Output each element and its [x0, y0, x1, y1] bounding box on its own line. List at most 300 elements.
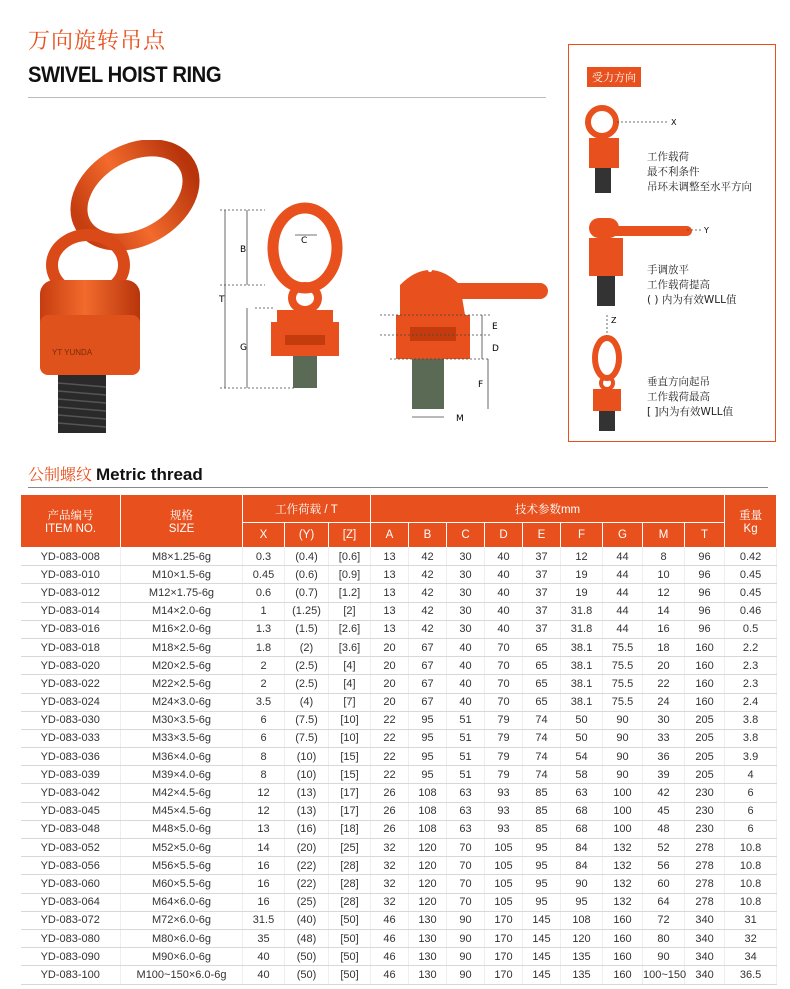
table-cell: 95 — [409, 748, 447, 766]
table-cell: 100~150 — [643, 966, 685, 984]
col-size-en: SIZE — [168, 523, 195, 535]
table-cell: [50] — [329, 929, 371, 947]
table-cell: [28] — [329, 893, 371, 911]
table-cell: 30 — [447, 620, 485, 638]
table-cell: 132 — [603, 893, 643, 911]
table-cell: 160 — [685, 693, 725, 711]
table-cell: 85 — [523, 802, 561, 820]
table-cell: YD-083-060 — [21, 875, 121, 893]
table-cell: 12 — [643, 584, 685, 602]
table-cell: 85 — [523, 820, 561, 838]
table-cell: 26 — [371, 820, 409, 838]
table-cell: (1.5) — [285, 620, 329, 638]
table-cell: 51 — [447, 748, 485, 766]
table-cell: 44 — [603, 584, 643, 602]
table-cell: 44 — [603, 602, 643, 620]
table-cell: 40 — [243, 948, 285, 966]
table-cell: 75.5 — [603, 693, 643, 711]
table-cell: 108 — [409, 802, 447, 820]
table-cell: (2.5) — [285, 657, 329, 675]
table-cell: (22) — [285, 857, 329, 875]
table-cell: (7.5) — [285, 711, 329, 729]
table-cell: 105 — [485, 857, 523, 875]
table-cell: 0.46 — [725, 602, 777, 620]
table-cell: 32 — [371, 839, 409, 857]
table-cell: 16 — [243, 875, 285, 893]
table-cell: 67 — [409, 657, 447, 675]
table-cell: (4) — [285, 693, 329, 711]
table-cell: 45 — [643, 802, 685, 820]
col-weight-en: Kg — [743, 523, 758, 535]
table-cell: 37 — [523, 548, 561, 566]
table-cell: 44 — [603, 566, 643, 584]
table-cell: 8 — [243, 766, 285, 784]
table-cell: 278 — [685, 839, 725, 857]
table-row — [21, 929, 777, 947]
table-row — [21, 839, 777, 857]
table-cell: [17] — [329, 802, 371, 820]
table-cell: 70 — [485, 693, 523, 711]
table-cell: 170 — [485, 948, 523, 966]
table-cell: YD-083-018 — [21, 638, 121, 656]
metric-title-en: Metric thread — [96, 465, 203, 484]
table-cell: YD-083-052 — [21, 839, 121, 857]
table-cell: 40 — [447, 675, 485, 693]
table-cell: 135 — [561, 966, 603, 984]
table-cell: YD-083-080 — [21, 929, 121, 947]
table-cell: 2.3 — [725, 675, 777, 693]
table-cell: 42 — [643, 784, 685, 802]
table-cell: 135 — [561, 948, 603, 966]
table-cell: 96 — [685, 584, 725, 602]
table-cell: (13) — [285, 802, 329, 820]
table-cell: 278 — [685, 875, 725, 893]
table-cell: 22 — [371, 748, 409, 766]
table-cell: (20) — [285, 839, 329, 857]
table-cell: 100 — [603, 820, 643, 838]
table-cell: [2.6] — [329, 620, 371, 638]
table-cell: 0.5 — [725, 620, 777, 638]
table-row — [21, 893, 777, 911]
table-cell: YD-083-033 — [21, 729, 121, 747]
table-cell: 36 — [643, 748, 685, 766]
table-cell: 24 — [643, 693, 685, 711]
table-cell: 75.5 — [603, 638, 643, 656]
spec-table — [20, 494, 777, 985]
table-cell: 170 — [485, 911, 523, 929]
z-text-line: [ ]内为有效WLL值 — [647, 406, 734, 418]
table-cell: M22×2.5-6g — [121, 675, 243, 693]
table-cell: 16 — [643, 620, 685, 638]
page-title-cn: 万向旋转吊点 — [28, 29, 167, 54]
table-cell: 32 — [371, 857, 409, 875]
table-cell: 18 — [643, 638, 685, 656]
dim-label-b: B — [240, 245, 247, 255]
col-item-en: ITEM NO. — [44, 523, 97, 535]
dim-label-t: T — [219, 295, 225, 305]
table-cell: YD-083-024 — [21, 693, 121, 711]
table-row — [21, 820, 777, 838]
table-cell: 130 — [409, 929, 447, 947]
table-cell: 6 — [725, 820, 777, 838]
col-header: D — [485, 523, 523, 548]
table-row — [21, 911, 777, 929]
table-cell: 90 — [643, 948, 685, 966]
product-engraving: YT YUNDA — [52, 348, 93, 357]
table-cell: M24×3.0-6g — [121, 693, 243, 711]
table-cell: 72 — [643, 911, 685, 929]
table-cell: 105 — [485, 893, 523, 911]
load-direction-panel — [568, 44, 776, 442]
table-cell: 145 — [523, 948, 561, 966]
table-row — [21, 784, 777, 802]
table-cell: 32 — [725, 929, 777, 947]
table-cell: 95 — [409, 766, 447, 784]
table-cell: (13) — [285, 784, 329, 802]
col-header: (Y) — [285, 523, 329, 548]
table-cell: 56 — [643, 857, 685, 875]
table-cell: 46 — [371, 948, 409, 966]
table-cell: 108 — [561, 911, 603, 929]
table-cell: 230 — [685, 820, 725, 838]
table-cell: 90 — [561, 875, 603, 893]
table-cell: 160 — [603, 929, 643, 947]
table-row — [21, 966, 777, 984]
table-cell: M80×6.0-6g — [121, 929, 243, 947]
z-direction-image — [577, 313, 637, 433]
table-cell: (1.25) — [285, 602, 329, 620]
table-cell: 44 — [603, 620, 643, 638]
table-cell: 3.8 — [725, 729, 777, 747]
table-cell: YD-083-045 — [21, 802, 121, 820]
table-cell: YD-083-010 — [21, 566, 121, 584]
table-cell: 10.8 — [725, 875, 777, 893]
table-cell: 65 — [523, 675, 561, 693]
table-cell: 205 — [685, 729, 725, 747]
table-cell: 130 — [409, 911, 447, 929]
metric-divider — [28, 487, 768, 488]
table-cell: YD-083-036 — [21, 748, 121, 766]
table-cell: 100 — [603, 784, 643, 802]
table-cell: M90×6.0-6g — [121, 948, 243, 966]
table-cell: 52 — [643, 839, 685, 857]
table-cell: 160 — [685, 675, 725, 693]
table-cell: (2.5) — [285, 675, 329, 693]
table-cell: 20 — [371, 638, 409, 656]
table-cell: 70 — [447, 839, 485, 857]
table-cell: M42×4.5-6g — [121, 784, 243, 802]
dim-label-e: E — [492, 322, 498, 332]
table-cell: 160 — [603, 966, 643, 984]
table-cell: 230 — [685, 802, 725, 820]
dim-label-g: G — [240, 343, 247, 353]
x-text-line: 工作载荷 — [647, 151, 689, 163]
table-cell: 278 — [685, 857, 725, 875]
dim-label-f: F — [478, 380, 484, 390]
table-cell: 46 — [371, 911, 409, 929]
table-cell: 2 — [243, 657, 285, 675]
table-cell: 37 — [523, 566, 561, 584]
table-cell: 51 — [447, 766, 485, 784]
table-cell: M12×1.75-6g — [121, 584, 243, 602]
table-cell: 160 — [603, 948, 643, 966]
table-cell: 80 — [643, 929, 685, 947]
table-cell: YD-083-100 — [21, 966, 121, 984]
table-cell: 20 — [371, 675, 409, 693]
x-text-line: 最不利条件 — [647, 166, 700, 178]
table-cell: 90 — [603, 748, 643, 766]
table-cell: 95 — [523, 839, 561, 857]
col-working-load: 工作荷载 / T — [243, 495, 371, 523]
table-cell: 10.8 — [725, 857, 777, 875]
table-cell: [25] — [329, 839, 371, 857]
table-cell: [10] — [329, 729, 371, 747]
table-cell: 108 — [409, 820, 447, 838]
table-cell: 95 — [409, 711, 447, 729]
col-header: E — [523, 523, 561, 548]
table-cell: 67 — [409, 675, 447, 693]
table-cell: [4] — [329, 657, 371, 675]
table-cell: M45×4.5-6g — [121, 802, 243, 820]
table-cell: 20 — [643, 657, 685, 675]
table-row — [21, 675, 777, 693]
table-cell: 160 — [603, 911, 643, 929]
table-cell: [50] — [329, 948, 371, 966]
table-cell: [17] — [329, 784, 371, 802]
table-cell: 30 — [447, 584, 485, 602]
col-header: [Z] — [329, 523, 371, 548]
table-cell: 30 — [643, 711, 685, 729]
table-cell: 68 — [561, 820, 603, 838]
table-cell: YD-083-048 — [21, 820, 121, 838]
table-cell: (16) — [285, 820, 329, 838]
table-cell: 68 — [561, 802, 603, 820]
table-cell: (0.6) — [285, 566, 329, 584]
table-cell: (50) — [285, 966, 329, 984]
table-cell: M20×2.5-6g — [121, 657, 243, 675]
table-cell: 0.45 — [243, 566, 285, 584]
table-cell: [7] — [329, 693, 371, 711]
table-cell: 32 — [371, 875, 409, 893]
table-cell: [1.2] — [329, 584, 371, 602]
table-cell: 3.9 — [725, 748, 777, 766]
table-cell: 60 — [643, 875, 685, 893]
table-cell: 132 — [603, 857, 643, 875]
table-cell: 90 — [603, 711, 643, 729]
col-header: X — [243, 523, 285, 548]
table-cell: 8 — [643, 548, 685, 566]
x-text-line: 吊环未调整至水平方向 — [647, 181, 752, 193]
table-cell: 44 — [603, 548, 643, 566]
table-cell: 0.42 — [725, 548, 777, 566]
table-cell: YD-083-012 — [21, 584, 121, 602]
table-cell: 63 — [447, 784, 485, 802]
table-cell: 40 — [485, 602, 523, 620]
table-row — [21, 748, 777, 766]
table-cell: 14 — [243, 839, 285, 857]
table-cell: 67 — [409, 693, 447, 711]
dim-label-d: D — [492, 344, 499, 354]
table-cell: (7.5) — [285, 729, 329, 747]
table-cell: 22 — [643, 675, 685, 693]
table-cell: M52×5.0-6g — [121, 839, 243, 857]
table-cell: 30 — [447, 566, 485, 584]
table-cell: 0.6 — [243, 584, 285, 602]
table-cell: YD-083-022 — [21, 675, 121, 693]
table-cell: (48) — [285, 929, 329, 947]
table-cell: 3.8 — [725, 711, 777, 729]
table-cell: 0.45 — [725, 566, 777, 584]
table-cell: 2.3 — [725, 657, 777, 675]
table-cell: (2) — [285, 638, 329, 656]
table-row — [21, 857, 777, 875]
table-cell: 74 — [523, 766, 561, 784]
table-cell: YD-083-014 — [21, 602, 121, 620]
table-cell: 39 — [643, 766, 685, 784]
table-cell: 38.1 — [561, 638, 603, 656]
table-cell: [0.9] — [329, 566, 371, 584]
table-cell: 12 — [561, 548, 603, 566]
table-cell: 30 — [447, 548, 485, 566]
table-cell: 48 — [643, 820, 685, 838]
table-cell: 31.8 — [561, 602, 603, 620]
table-row — [21, 729, 777, 747]
table-cell: 40 — [447, 657, 485, 675]
metric-thread-heading — [28, 462, 203, 485]
x-axis-label: X — [671, 118, 677, 127]
table-cell: 96 — [685, 620, 725, 638]
col-header: M — [643, 523, 685, 548]
table-cell: 58 — [561, 766, 603, 784]
product-photo — [20, 140, 220, 440]
table-cell: 10 — [643, 566, 685, 584]
table-cell: 96 — [685, 548, 725, 566]
table-row — [21, 875, 777, 893]
table-cell: M60×5.5-6g — [121, 875, 243, 893]
col-item-no — [21, 495, 121, 548]
table-row — [21, 948, 777, 966]
table-cell: M64×6.0-6g — [121, 893, 243, 911]
table-cell: 30 — [447, 602, 485, 620]
y-direction-text — [647, 263, 736, 308]
table-cell: M48×5.0-6g — [121, 820, 243, 838]
table-cell: 1.3 — [243, 620, 285, 638]
table-cell: 64 — [643, 893, 685, 911]
threaded-bolt — [58, 375, 106, 433]
table-cell: 63 — [447, 802, 485, 820]
table-cell: 90 — [447, 929, 485, 947]
table-cell: 340 — [685, 948, 725, 966]
table-cell: 95 — [523, 875, 561, 893]
table-cell: 3.5 — [243, 693, 285, 711]
table-cell: 31 — [725, 911, 777, 929]
table-cell: 4 — [725, 766, 777, 784]
table-cell: YD-083-020 — [21, 657, 121, 675]
table-cell: 70 — [485, 638, 523, 656]
table-cell: 93 — [485, 802, 523, 820]
table-cell: 8 — [243, 748, 285, 766]
table-row — [21, 602, 777, 620]
table-cell: 22 — [371, 766, 409, 784]
table-cell: 13 — [371, 620, 409, 638]
table-cell: 105 — [485, 875, 523, 893]
spec-table-head — [21, 495, 777, 548]
table-cell: [3.6] — [329, 638, 371, 656]
table-cell: 84 — [561, 839, 603, 857]
table-cell: 42 — [409, 620, 447, 638]
table-cell: 90 — [447, 948, 485, 966]
table-cell: 35 — [243, 929, 285, 947]
table-cell: YD-083-039 — [21, 766, 121, 784]
table-cell: 38.1 — [561, 657, 603, 675]
table-cell: 22 — [371, 711, 409, 729]
table-cell: 85 — [523, 784, 561, 802]
table-cell: YD-083-030 — [21, 711, 121, 729]
table-cell: 13 — [371, 548, 409, 566]
table-cell: 132 — [603, 839, 643, 857]
table-cell: YD-083-008 — [21, 548, 121, 566]
table-cell: 70 — [447, 893, 485, 911]
table-row — [21, 657, 777, 675]
table-cell: 19 — [561, 584, 603, 602]
table-row — [21, 566, 777, 584]
table-cell: 145 — [523, 911, 561, 929]
table-cell: [28] — [329, 875, 371, 893]
col-weight-cn: 重量 — [739, 510, 763, 522]
table-cell: [50] — [329, 966, 371, 984]
table-cell: 10.8 — [725, 893, 777, 911]
table-cell: 1 — [243, 602, 285, 620]
table-cell: 93 — [485, 784, 523, 802]
col-header: B — [409, 523, 447, 548]
table-cell: 132 — [603, 875, 643, 893]
table-cell: 2 — [243, 675, 285, 693]
y-text-line: 工作载荷提高 — [647, 279, 710, 291]
table-cell: M33×3.5-6g — [121, 729, 243, 747]
table-cell: 95 — [523, 893, 561, 911]
table-cell: M16×2.0-6g — [121, 620, 243, 638]
table-cell: 13 — [371, 584, 409, 602]
table-cell: 120 — [561, 929, 603, 947]
table-row — [21, 693, 777, 711]
table-cell: 70 — [485, 675, 523, 693]
table-cell: 40 — [485, 548, 523, 566]
table-cell: 50 — [561, 711, 603, 729]
table-cell: 0.3 — [243, 548, 285, 566]
table-cell: 13 — [243, 820, 285, 838]
table-cell: [15] — [329, 766, 371, 784]
table-cell: 20 — [371, 693, 409, 711]
table-cell: 42 — [409, 566, 447, 584]
table-cell: 74 — [523, 711, 561, 729]
col-header: T — [685, 523, 725, 548]
table-cell: 65 — [523, 693, 561, 711]
table-cell: 79 — [485, 729, 523, 747]
table-cell: M30×3.5-6g — [121, 711, 243, 729]
table-cell: 145 — [523, 966, 561, 984]
table-cell: M8×1.25-6g — [121, 548, 243, 566]
bail-loop — [62, 140, 208, 261]
table-cell: 205 — [685, 766, 725, 784]
table-cell: 37 — [523, 602, 561, 620]
table-cell: 13 — [371, 602, 409, 620]
col-weight — [725, 495, 777, 548]
table-cell: 2.2 — [725, 638, 777, 656]
col-size — [121, 495, 243, 548]
table-cell: 93 — [485, 820, 523, 838]
table-cell: (25) — [285, 893, 329, 911]
table-cell: 79 — [485, 748, 523, 766]
